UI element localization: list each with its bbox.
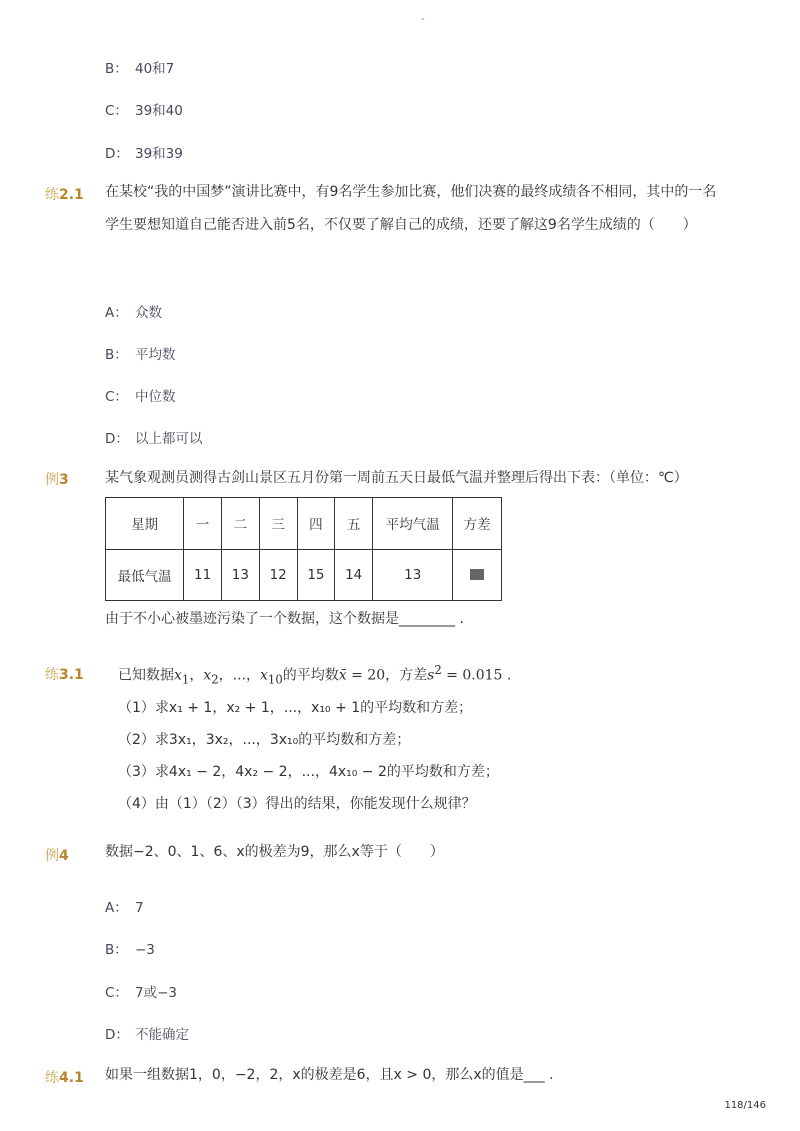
option-a: A： 众数 — [105, 305, 162, 321]
table-header: 四 — [297, 498, 335, 550]
option-a: A： 7 — [105, 900, 144, 916]
exercise-2-1-question: 在某校“我的中国梦”演讲比赛中，有9名学生参加比赛，他们决赛的最终成绩各不相同，其中的一名学生要想知道自己能否进入前5名，不仅要了解自己的成绩，还要了解这9名学生成绩的（ ） — [105, 184, 717, 233]
exercise-3-1-sub-3: （3）求4x₁ − 2，4x₂ − 2，...，4x₁₀ − 2的平均数和方差； — [118, 764, 499, 780]
option-d: D： 不能确定 — [105, 1027, 189, 1043]
option-d: D： 39和39 — [105, 146, 183, 162]
table-header: 三 — [259, 498, 297, 550]
table-cell: 12 — [259, 549, 297, 601]
option-b: B： −3 — [105, 942, 155, 958]
table-cell: 13 — [222, 549, 260, 601]
ink-blot — [470, 569, 484, 580]
table-header: 五 — [335, 498, 373, 550]
table-header: 星期 — [106, 498, 184, 550]
exercise-4-1-question: 如果一组数据1，0，−2，2，x的极差是6，且x > 0，那么x的值是___ . — [105, 1067, 554, 1083]
temperature-table — [105, 497, 502, 601]
option-c: C： 中位数 — [105, 389, 176, 405]
table-cell: 11 — [184, 549, 222, 601]
option-d: D： 以上都可以 — [105, 431, 203, 447]
table-header: 一 — [184, 498, 222, 550]
table-row — [106, 549, 502, 601]
example-4-question: 数据−2、0、1、6、x的极差为9，那么x等于（ ） — [105, 844, 444, 860]
table-cell: 13 — [373, 549, 453, 601]
exercise-3-1-sub-1: （1）求x₁ + 1，x₂ + 1，...，x₁₀ + 1的平均数和方差； — [118, 700, 473, 716]
exercise-3-1-stem: 已知数据$x_1$，$x_2$，...，$x_{10}$的平均数x̄ = 20，方差$s^2 = 0.015$ . — [118, 663, 512, 687]
table-header: 二 — [222, 498, 260, 550]
option-c: C： 7或−3 — [105, 985, 177, 1001]
option-b: B： 40和7 — [105, 61, 175, 77]
table-cell: 15 — [297, 549, 335, 601]
exercise-label-4-1: 练4.1 — [45, 1070, 84, 1086]
option-b: B： 平均数 — [105, 347, 176, 363]
table-header: 方差 — [453, 498, 502, 550]
example-label-4: 例4 — [45, 848, 69, 864]
table-cell: 14 — [335, 549, 373, 601]
option-c: C： 39和40 — [105, 103, 183, 119]
header-mark: - — [421, 14, 425, 25]
exercise-3-1-sub-2: （2）求3x₁，3x₂，...，3x₁₀的平均数和方差； — [118, 732, 411, 748]
table-header-row — [106, 498, 502, 550]
example-3-question: 某气象观测员测得古剑山景区五月份第一周前五天日最低气温并整理后得出下表：（单位：℃） — [105, 470, 688, 486]
exercise-3-1-sub-4: （4）由（1）（2）（3）得出的结果，你能发现什么规律？ — [118, 796, 476, 812]
table-row-label: 最低气温 — [106, 549, 184, 601]
example-3-blank-question: 由于不小心被墨迹污染了一个数据，这个数据是________ . — [105, 611, 464, 627]
example-label-3: 例3 — [45, 472, 69, 488]
exercise-label-3-1: 练3.1 — [45, 667, 84, 683]
page-number: 118/146 — [724, 1100, 766, 1111]
table-cell-smudged — [453, 549, 502, 601]
table-header: 平均气温 — [373, 498, 453, 550]
exercise-label-2-1: 练2.1 — [45, 187, 84, 203]
